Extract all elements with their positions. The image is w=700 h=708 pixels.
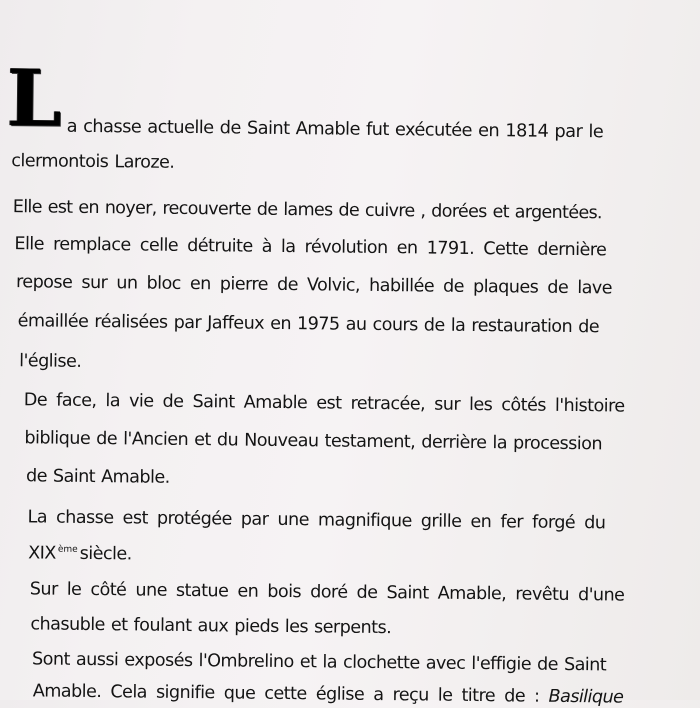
text-span: Amable. Cela signifie que cette église a reçu le titre de : (32, 681, 540, 707)
text-line: chasuble et foulant aux pieds les serpents. (30, 614, 392, 639)
roman-numeral: XIX (28, 543, 56, 564)
superscript-ordinal: ème (57, 544, 78, 555)
text-line: La chasse est protégée par une magnifique grille en fer forgé du (27, 507, 606, 534)
text-line-century (28, 545, 132, 564)
text-line: Sur le côté une statue en bois doré de Saint Amable, revêtu d'une (29, 579, 625, 606)
text-line: clermontois Laroze. (11, 151, 175, 173)
italic-basilique: Basilique (548, 686, 624, 708)
text-line: Elle est en noyer, recouverte de lames de cuivre , dorées et argentées. (12, 197, 602, 224)
text-line-last (33, 683, 624, 707)
text-line: a chasse actuelle de Saint Amable fut exécutée en 1814 par le (66, 115, 604, 143)
text-line: l'église. (19, 351, 82, 372)
text-line: émaillée réalisées par Jaffeux en 1975 au cours de la restauration de (17, 311, 600, 338)
drop-cap-letter: L (6, 53, 61, 145)
text-line: Sont aussi exposés l'Ombrelino et la clochette avec l'effigie de Saint (31, 649, 607, 676)
text-line: Elle remplace celle détruite à la révolution en 1791. Cette dernière (14, 234, 607, 261)
text-line: repose sur un bloc en pierre de Volvic, habillée de plaques de lave (15, 272, 613, 299)
text-line: de Saint Amable. (25, 466, 170, 488)
century-word: siècle. (79, 543, 132, 565)
text-line: De face, la vie de Saint Amable est retracée, sur les côtés l'histoire (23, 390, 625, 417)
text-line: biblique de l'Ancien et du Nouveau testament, derrière la procession (24, 428, 603, 455)
